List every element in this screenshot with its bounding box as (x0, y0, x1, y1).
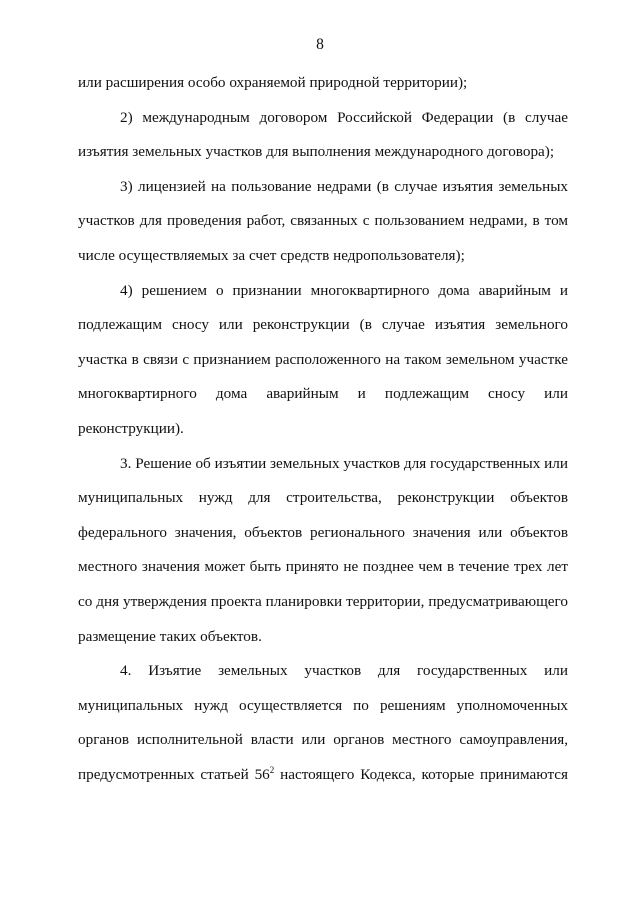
text-line: со дня утверждения проекта планировки территории, предусматривающего (78, 592, 568, 610)
text-line: или расширения особо охраняемой природной территории); (78, 74, 468, 91)
text-line: участка в связи с признанием расположенного на таком земельном участке (78, 350, 568, 368)
text-line: подлежащим сносу или реконструкции (в случае изъятия земельного (78, 316, 568, 334)
text-line: муниципальных нужд для строительства, реконструкции объектов (78, 489, 568, 507)
text-segment: настоящего Кодекса, которые принимаются (274, 765, 568, 783)
text-line: 4) решением о признании многоквартирного дома аварийным и (120, 281, 568, 299)
text-line: федерального значения, объектов регионального значения или объектов (78, 523, 568, 541)
text-line: изъятия земельных участков для выполнения международного договора); (78, 143, 555, 161)
text-line: размещение таких объектов. (78, 627, 262, 645)
page-number: 8 (316, 36, 324, 53)
text-segment: предусмотренных статьей 56 (78, 765, 270, 783)
text-line: местного значения может быть принято не позднее чем в течение трех лет (78, 558, 568, 576)
text-line: 3. Решение об изъятии земельных участков для государственных или (120, 454, 568, 472)
text-line-with-superscript (78, 758, 568, 793)
text-line: 4. Изъятие земельных участков для государственных или (120, 662, 568, 680)
text-line: 3) лицензией на пользование недрами (в случае изъятия земельных (120, 177, 568, 195)
document-body (78, 66, 568, 792)
text-line: многоквартирного дома аварийным и подлежащим сносу или (78, 385, 568, 403)
text-line: органов исполнительной власти или органов местного самоуправления, (78, 731, 568, 749)
text-line: числе осуществляемых за счет средств недропользователя); (78, 246, 465, 264)
text-line: участков для проведения работ, связанных с пользованием недрами, в том (78, 212, 568, 230)
superscript: 2 (269, 764, 275, 775)
text-line: 2) международным договором Российской Федерации (в случае (120, 108, 568, 126)
text-line: реконструкции). (78, 419, 184, 437)
text-line: муниципальных нужд осуществляется по решениям уполномоченных (78, 696, 568, 714)
